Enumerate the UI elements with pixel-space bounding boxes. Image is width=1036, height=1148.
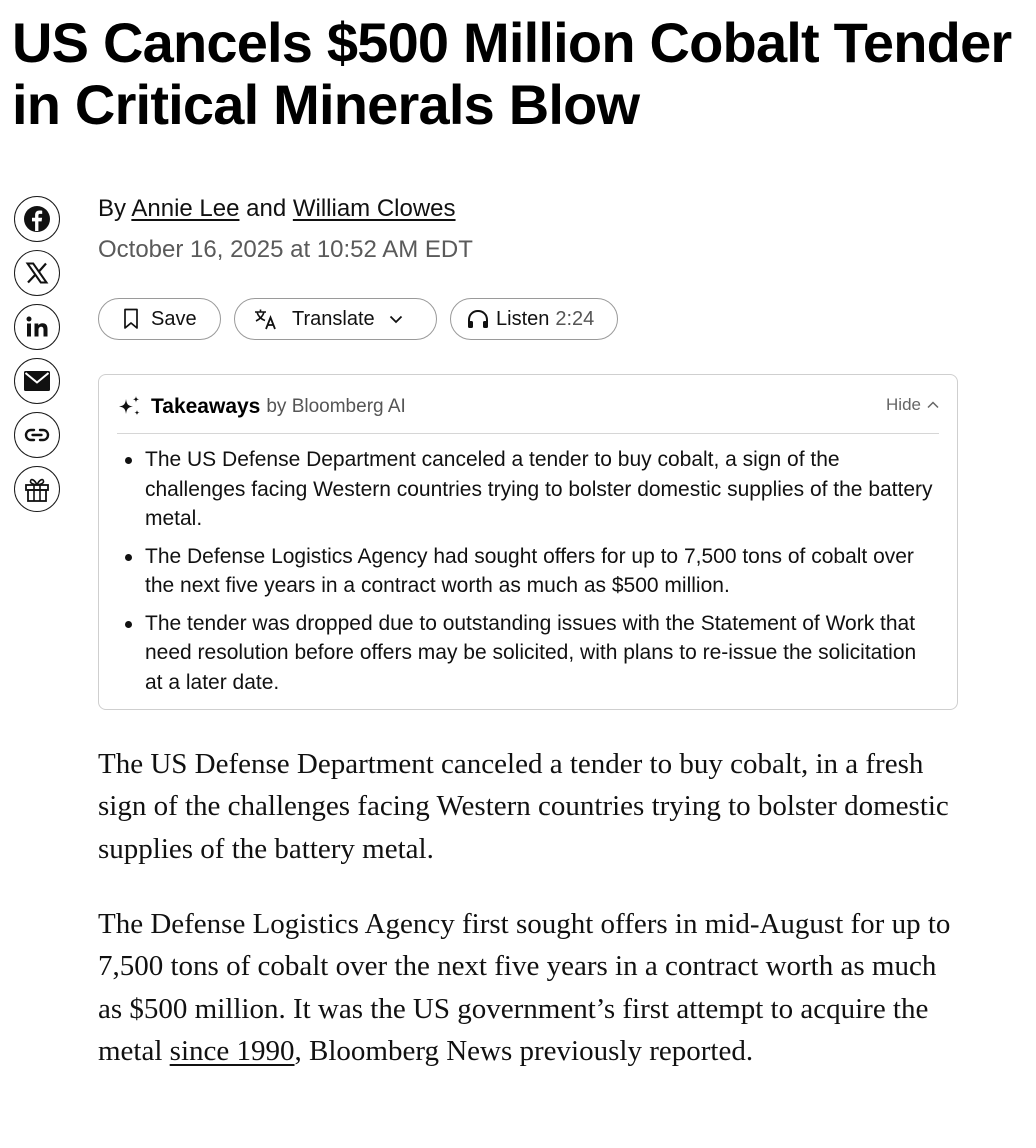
takeaways-title: Takeaways xyxy=(151,395,261,418)
byline-conjunction: and xyxy=(246,195,287,222)
takeaways-attribution: by Bloomberg AI xyxy=(266,396,406,417)
linkedin-icon xyxy=(24,314,50,340)
facebook-icon xyxy=(22,204,52,234)
byline-prefix: By xyxy=(98,195,127,222)
takeaways-header xyxy=(117,393,406,421)
paragraph-text: , Bloomberg News previously reported. xyxy=(294,1034,754,1067)
chevron-up-icon xyxy=(927,401,939,409)
translate-button[interactable] xyxy=(234,298,437,340)
author-link-annie-lee[interactable]: Annie Lee xyxy=(131,195,240,222)
translate-label: Translate xyxy=(292,307,375,330)
hide-label: Hide xyxy=(886,395,921,414)
byline xyxy=(98,194,456,224)
gift-article-button[interactable] xyxy=(14,466,60,512)
listen-label: Listen xyxy=(496,307,550,330)
save-button[interactable] xyxy=(98,298,221,340)
listen-duration: 2:24 xyxy=(555,307,595,330)
share-linkedin-button[interactable] xyxy=(14,304,60,350)
headphones-icon xyxy=(466,308,490,330)
takeaway-item: The US Defense Department canceled a tender to buy cobalt, a sign of the challenges facing Western countries trying to bolster domestic supplies of the battery metal. xyxy=(123,445,933,534)
email-icon xyxy=(23,370,51,392)
share-x-button[interactable] xyxy=(14,250,60,296)
link-icon xyxy=(24,427,50,443)
takeaways-divider xyxy=(117,433,939,434)
x-icon xyxy=(25,261,49,285)
listen-button[interactable] xyxy=(450,298,618,340)
sparkle-icon xyxy=(117,395,143,419)
article-paragraph xyxy=(98,903,958,1072)
copy-link-button[interactable] xyxy=(14,412,60,458)
takeaways-panel xyxy=(98,374,958,710)
translate-icon xyxy=(254,308,278,330)
hide-takeaways-button[interactable] xyxy=(886,395,939,415)
save-label: Save xyxy=(151,307,197,330)
paragraph-text: The Defense Logistics Agency first sought offers in mid-August for up to 7,500 tons of cobalt over the next five years in a contract worth as much as $500 million. It was the US government’s first attempt to acquire the metal xyxy=(98,908,951,1067)
share-rail xyxy=(14,196,62,520)
bookmark-icon xyxy=(123,308,139,330)
takeaway-item: The Defense Logistics Agency had sought offers for up to 7,500 tons of cobalt over the next five years in a contract worth as much as $500 million. xyxy=(123,542,933,601)
author-link-william-clowes[interactable]: William Clowes xyxy=(292,195,456,222)
article-headline: US Cancels $500 Million Cobalt Tender in Critical Minerals Blow xyxy=(12,11,1012,136)
share-email-button[interactable] xyxy=(14,358,60,404)
chevron-down-icon xyxy=(389,315,403,324)
article-paragraph: The US Defense Department canceled a tender to buy cobalt, in a fresh sign of the challenges facing Western countries trying to bolster domestic supplies of the battery metal. xyxy=(98,748,949,865)
takeaways-list xyxy=(123,445,933,705)
takeaway-item: The tender was dropped due to outstanding issues with the Statement of Work that need resolution before offers may be solicited, with plans to re-issue the solicitation at a later date. xyxy=(123,609,933,698)
since-1990-link[interactable]: since 1990 xyxy=(169,1034,295,1067)
share-facebook-button[interactable] xyxy=(14,196,60,242)
gift-icon xyxy=(23,475,51,503)
publish-date: October 16, 2025 at 10:52 AM EDT xyxy=(98,236,473,263)
